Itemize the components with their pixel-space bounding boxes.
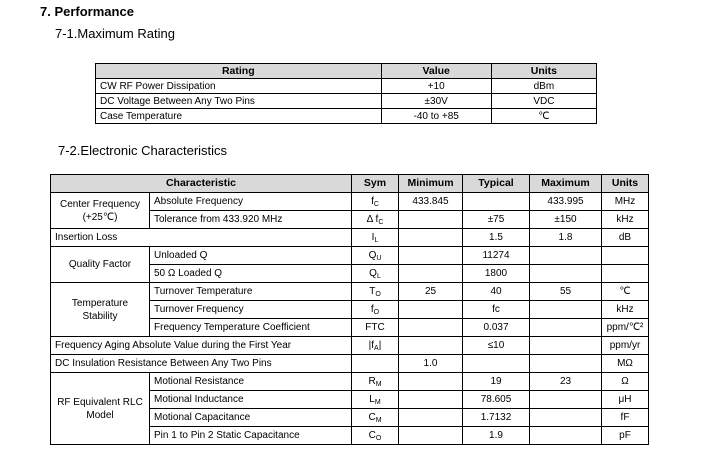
section-title: 7. Performance bbox=[40, 4, 134, 19]
table-row bbox=[51, 283, 649, 301]
group-label: RF Equivalent RLC Model bbox=[51, 373, 150, 445]
header-characteristic: Characteristic bbox=[51, 175, 352, 193]
header-minimum: Minimum bbox=[399, 175, 463, 193]
max-rating-title: 7-1.Maximum Rating bbox=[55, 26, 175, 41]
symbol-cell bbox=[352, 229, 399, 247]
typ-cell bbox=[463, 193, 530, 211]
symbol-subscript: U bbox=[376, 255, 382, 262]
units-cell: kHz bbox=[602, 301, 649, 319]
typ-cell: ≤10 bbox=[463, 337, 530, 355]
table-row bbox=[51, 193, 649, 211]
electronic-table-body bbox=[51, 193, 649, 445]
symbol-main: f bbox=[371, 196, 374, 207]
rating-cell: DC Voltage Between Any Two Pins bbox=[96, 94, 382, 109]
symbol-main: C bbox=[368, 430, 376, 441]
characteristic-cell: Tolerance from 433.920 MHz bbox=[150, 211, 352, 229]
symbol-subscript: L bbox=[374, 237, 379, 244]
characteristic-cell: 50 Ω Loaded Q bbox=[150, 265, 352, 283]
symbol-cell bbox=[352, 427, 399, 445]
typ-cell: 1.7132 bbox=[463, 409, 530, 427]
symbol-cell bbox=[352, 409, 399, 427]
units-cell: MHz bbox=[602, 193, 649, 211]
symbol-tail: | bbox=[378, 340, 382, 351]
min-cell bbox=[399, 373, 463, 391]
symbol-cell bbox=[352, 319, 399, 337]
max-rating-table bbox=[95, 63, 597, 124]
symbol-main: |f bbox=[368, 340, 375, 351]
typ-cell: 1800 bbox=[463, 265, 530, 283]
header-units: Units bbox=[491, 64, 596, 79]
typ-cell: fc bbox=[463, 301, 530, 319]
min-cell bbox=[399, 427, 463, 445]
units-cell: ℃ bbox=[491, 109, 596, 124]
electronic-title: 7-2.Electronic Characteristics bbox=[58, 143, 228, 158]
header-typical: Typical bbox=[463, 175, 530, 193]
units-cell: fF bbox=[602, 409, 649, 427]
min-cell bbox=[399, 229, 463, 247]
symbol-subscript: L bbox=[376, 273, 381, 280]
table-row bbox=[96, 79, 597, 94]
group-label: Quality Factor bbox=[51, 247, 150, 283]
symbol-main: C bbox=[368, 412, 376, 423]
symbol-cell bbox=[352, 391, 399, 409]
characteristic-cell: Frequency Temperature Coefficient bbox=[150, 319, 352, 337]
symbol-cell bbox=[352, 337, 399, 355]
min-cell bbox=[399, 391, 463, 409]
symbol-cell bbox=[352, 301, 399, 319]
max-cell: 55 bbox=[530, 283, 602, 301]
symbol-main: R bbox=[368, 376, 376, 387]
header-rating: Rating bbox=[96, 64, 382, 79]
min-cell: 1.0 bbox=[399, 355, 463, 373]
symbol-subscript: M bbox=[375, 381, 382, 388]
symbol-subscript: O bbox=[373, 309, 380, 316]
max-cell bbox=[530, 247, 602, 265]
symbol-main: I bbox=[371, 232, 375, 243]
symbol-subscript: M bbox=[374, 399, 381, 406]
characteristic-cell: Motional Capacitance bbox=[150, 409, 352, 427]
units-cell: dB bbox=[602, 229, 649, 247]
table-row bbox=[96, 109, 597, 124]
typ-cell: 0.037 bbox=[463, 319, 530, 337]
typ-cell: 19 bbox=[463, 373, 530, 391]
typ-cell: 11274 bbox=[463, 247, 530, 265]
value-cell: -40 to +85 bbox=[381, 109, 491, 124]
symbol-subscript: C bbox=[373, 201, 379, 208]
symbol-main: FTC bbox=[365, 322, 385, 333]
max-cell bbox=[530, 391, 602, 409]
electronic-table bbox=[50, 174, 649, 445]
characteristic-cell: Pin 1 to Pin 2 Static Capacitance bbox=[150, 427, 352, 445]
symbol-cell bbox=[352, 247, 399, 265]
characteristic-cell: Turnover Frequency bbox=[150, 301, 352, 319]
max-cell bbox=[530, 319, 602, 337]
max-cell bbox=[530, 337, 602, 355]
units-cell: VDC bbox=[491, 94, 596, 109]
units-cell: ℃ bbox=[602, 283, 649, 301]
table-row bbox=[51, 337, 649, 355]
typ-cell: 1.5 bbox=[463, 229, 530, 247]
units-cell: MΩ bbox=[602, 355, 649, 373]
table-row bbox=[51, 229, 649, 247]
symbol-subscript: M bbox=[375, 417, 382, 424]
typ-cell: 40 bbox=[463, 283, 530, 301]
characteristic-cell: Motional Resistance bbox=[150, 373, 352, 391]
units-cell: dBm bbox=[491, 79, 596, 94]
units-cell bbox=[602, 247, 649, 265]
min-cell bbox=[399, 211, 463, 229]
rating-cell: Case Temperature bbox=[96, 109, 382, 124]
rating-cell: CW RF Power Dissipation bbox=[96, 79, 382, 94]
symbol-main: Q bbox=[369, 268, 377, 279]
characteristic-cell: Insertion Loss bbox=[51, 229, 352, 247]
max-cell bbox=[530, 427, 602, 445]
symbol-subscript: C bbox=[378, 219, 384, 226]
characteristic-cell: Motional Inductance bbox=[150, 391, 352, 409]
symbol-subscript: O bbox=[375, 435, 382, 442]
max-cell: ±150 bbox=[530, 211, 602, 229]
min-cell bbox=[399, 247, 463, 265]
min-cell: 433.845 bbox=[399, 193, 463, 211]
symbol-subscript: A bbox=[374, 345, 379, 352]
units-cell bbox=[602, 265, 649, 283]
min-cell bbox=[399, 319, 463, 337]
table-row bbox=[51, 355, 649, 373]
header-units: Units bbox=[602, 175, 649, 193]
symbol-cell bbox=[352, 283, 399, 301]
symbol-subscript: O bbox=[375, 291, 381, 298]
max-cell bbox=[530, 409, 602, 427]
typ-cell: 1.9 bbox=[463, 427, 530, 445]
symbol-cell bbox=[352, 265, 399, 283]
group-label: Temperature Stability bbox=[51, 283, 150, 337]
units-cell: ppm/℃² bbox=[602, 319, 649, 337]
characteristic-cell: Turnover Temperature bbox=[150, 283, 352, 301]
table-row bbox=[96, 94, 597, 109]
symbol-main: Δ f bbox=[366, 214, 379, 225]
symbol-main: T bbox=[369, 286, 376, 297]
min-cell bbox=[399, 301, 463, 319]
units-cell: ppm/yr bbox=[602, 337, 649, 355]
symbol-main: L bbox=[369, 394, 375, 405]
max-cell bbox=[530, 265, 602, 283]
table-header-row bbox=[51, 175, 649, 193]
group-label: Center Frequency (+25℃) bbox=[51, 193, 150, 229]
max-cell bbox=[530, 355, 602, 373]
typ-cell: 78.605 bbox=[463, 391, 530, 409]
max-cell: 23 bbox=[530, 373, 602, 391]
value-cell: ±30V bbox=[381, 94, 491, 109]
units-cell: μH bbox=[602, 391, 649, 409]
symbol-cell bbox=[352, 373, 399, 391]
characteristic-cell: Frequency Aging Absolute Value during the First Year bbox=[51, 337, 352, 355]
min-cell: 25 bbox=[399, 283, 463, 301]
symbol-cell bbox=[352, 211, 399, 229]
table-row bbox=[51, 247, 649, 265]
max-cell bbox=[530, 301, 602, 319]
header-value: Value bbox=[381, 64, 491, 79]
min-cell bbox=[399, 409, 463, 427]
value-cell: +10 bbox=[381, 79, 491, 94]
units-cell: Ω bbox=[602, 373, 649, 391]
units-cell: kHz bbox=[602, 211, 649, 229]
max-cell: 1.8 bbox=[530, 229, 602, 247]
symbol-cell bbox=[352, 193, 399, 211]
characteristic-cell: Absolute Frequency bbox=[150, 193, 352, 211]
min-cell bbox=[399, 265, 463, 283]
table-row bbox=[51, 373, 649, 391]
table-header-row bbox=[96, 64, 597, 79]
min-cell bbox=[399, 337, 463, 355]
typ-cell: ±75 bbox=[463, 211, 530, 229]
header-sym: Sym bbox=[352, 175, 399, 193]
symbol-main: Q bbox=[368, 250, 377, 261]
units-cell: pF bbox=[602, 427, 649, 445]
characteristic-cell: DC Insulation Resistance Between Any Two Pins bbox=[51, 355, 352, 373]
max-cell: 433.995 bbox=[530, 193, 602, 211]
typ-cell bbox=[463, 355, 530, 373]
symbol-main: f bbox=[370, 304, 374, 315]
header-maximum: Maximum bbox=[530, 175, 602, 193]
characteristic-cell: Unloaded Q bbox=[150, 247, 352, 265]
symbol-cell bbox=[352, 355, 399, 373]
